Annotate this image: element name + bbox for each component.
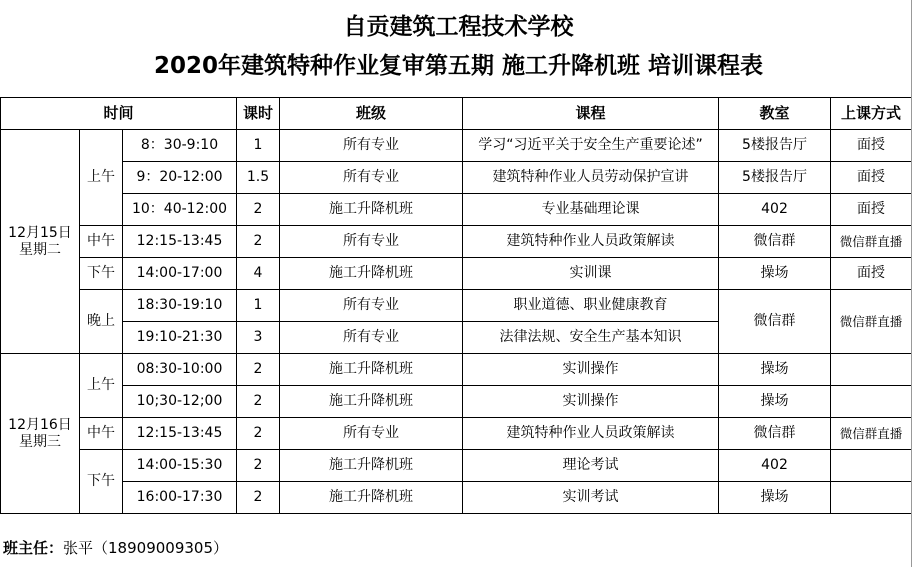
day-cell (1, 130, 80, 354)
table-row (1, 226, 912, 258)
course-cell: 实训操作 (463, 386, 719, 418)
course-cell: 理论考试 (463, 450, 719, 482)
time-cell: 8：30-9:10 (123, 130, 237, 162)
day-date: 12月16日 (8, 416, 72, 433)
schedule-table (0, 97, 912, 514)
hours-cell: 2 (237, 386, 280, 418)
method-cell: 面授 (831, 162, 912, 194)
period-cell: 上午 (80, 130, 123, 226)
room-cell: 操场 (719, 482, 831, 514)
method-cell: 面授 (831, 130, 912, 162)
course-cell: 建筑特种作业人员政策解读 (463, 226, 719, 258)
course-cell: 职业道德、职业健康教育 (463, 290, 719, 322)
time-cell: 12:15-13:45 (123, 418, 237, 450)
table-row (1, 354, 912, 386)
period-cell: 中午 (80, 418, 123, 450)
class-teacher-line (3, 538, 228, 558)
col-header-time: 时间 (1, 98, 237, 130)
room-cell: 5楼报告厅 (719, 130, 831, 162)
table-row (1, 130, 912, 162)
course-cell: 实训课 (463, 258, 719, 290)
table-row (1, 258, 912, 290)
class-cell: 所有专业 (280, 290, 463, 322)
table-row (1, 386, 912, 418)
hours-cell: 2 (237, 450, 280, 482)
method-cell (831, 386, 912, 418)
time-cell: 16:00-17:30 (123, 482, 237, 514)
table-row (1, 194, 912, 226)
course-cell: 建筑特种作业人员劳动保护宣讲 (463, 162, 719, 194)
time-cell: 18:30-19:10 (123, 290, 237, 322)
method-cell (831, 450, 912, 482)
course-cell: 实训考试 (463, 482, 719, 514)
class-teacher-label: 班主任： (3, 539, 64, 557)
table-row (1, 290, 912, 322)
day-date: 12月15日 (8, 224, 72, 241)
class-cell: 施工升降机班 (280, 354, 463, 386)
class-cell: 所有专业 (280, 226, 463, 258)
room-cell: 操场 (719, 354, 831, 386)
table-row (1, 162, 912, 194)
room-cell: 5楼报告厅 (719, 162, 831, 194)
class-cell: 所有专业 (280, 130, 463, 162)
school-title: 自贡建筑工程技术学校 (343, 14, 574, 40)
schedule-subtitle: 2020年建筑特种作业复审第五期 施工升降机班 培训课程表 (153, 53, 764, 79)
time-cell: 14:00-15:30 (123, 450, 237, 482)
table-row (1, 450, 912, 482)
day-weekday: 星期二 (19, 241, 61, 258)
class-cell: 施工升降机班 (280, 386, 463, 418)
method-cell: 面授 (831, 258, 912, 290)
hours-cell: 1.5 (237, 162, 280, 194)
course-cell: 专业基础理论课 (463, 194, 719, 226)
period-cell: 下午 (80, 258, 123, 290)
hours-cell: 1 (237, 290, 280, 322)
course-cell: 法律法规、安全生产基本知识 (463, 322, 719, 354)
time-cell: 9：20-12:00 (123, 162, 237, 194)
method-cell: 面授 (831, 194, 912, 226)
hours-cell: 3 (237, 322, 280, 354)
room-cell: 操场 (719, 258, 831, 290)
course-cell: 学习“习近平关于安全生产重要论述” (463, 130, 719, 162)
period-cell: 中午 (80, 226, 123, 258)
time-cell: 19:10-21:30 (123, 322, 237, 354)
time-cell: 10;30-12;00 (123, 386, 237, 418)
method-cell: 微信群直播 (831, 418, 912, 450)
room-cell: 402 (719, 450, 831, 482)
class-cell: 施工升降机班 (280, 194, 463, 226)
method-cell: 微信群直播 (831, 226, 912, 258)
period-cell: 上午 (80, 354, 123, 418)
day-cell (1, 354, 80, 514)
method-cell (831, 482, 912, 514)
method-cell: 微信群直播 (831, 290, 912, 354)
room-cell: 操场 (719, 386, 831, 418)
day-weekday: 星期三 (19, 433, 61, 450)
time-cell: 08:30-10:00 (123, 354, 237, 386)
table-row (1, 418, 912, 450)
class-cell: 所有专业 (280, 418, 463, 450)
table-row (1, 482, 912, 514)
col-header-room: 教室 (719, 98, 831, 130)
hours-cell: 2 (237, 354, 280, 386)
hours-cell: 4 (237, 258, 280, 290)
hours-cell: 2 (237, 482, 280, 514)
window-edge (911, 0, 917, 567)
time-cell: 10：40-12:00 (123, 194, 237, 226)
course-cell: 建筑特种作业人员政策解读 (463, 418, 719, 450)
class-cell: 所有专业 (280, 162, 463, 194)
class-cell: 施工升降机班 (280, 450, 463, 482)
room-cell: 微信群 (719, 290, 831, 354)
room-cell: 微信群 (719, 418, 831, 450)
time-cell: 12:15-13:45 (123, 226, 237, 258)
hours-cell: 2 (237, 194, 280, 226)
hours-cell: 2 (237, 226, 280, 258)
room-cell: 402 (719, 194, 831, 226)
hours-cell: 2 (237, 418, 280, 450)
class-cell: 施工升降机班 (280, 258, 463, 290)
class-cell: 施工升降机班 (280, 482, 463, 514)
class-cell: 所有专业 (280, 322, 463, 354)
hours-cell: 1 (237, 130, 280, 162)
period-cell: 下午 (80, 450, 123, 514)
period-cell: 晚上 (80, 290, 123, 354)
col-header-class: 班级 (280, 98, 463, 130)
method-cell (831, 354, 912, 386)
header-row (1, 98, 912, 130)
room-cell: 微信群 (719, 226, 831, 258)
col-header-hours: 课时 (237, 98, 280, 130)
col-header-course: 课程 (463, 98, 719, 130)
class-teacher-value: 张平（18909009305） (63, 539, 228, 557)
course-cell: 实训操作 (463, 354, 719, 386)
time-cell: 14:00-17:00 (123, 258, 237, 290)
col-header-method: 上课方式 (831, 98, 912, 130)
